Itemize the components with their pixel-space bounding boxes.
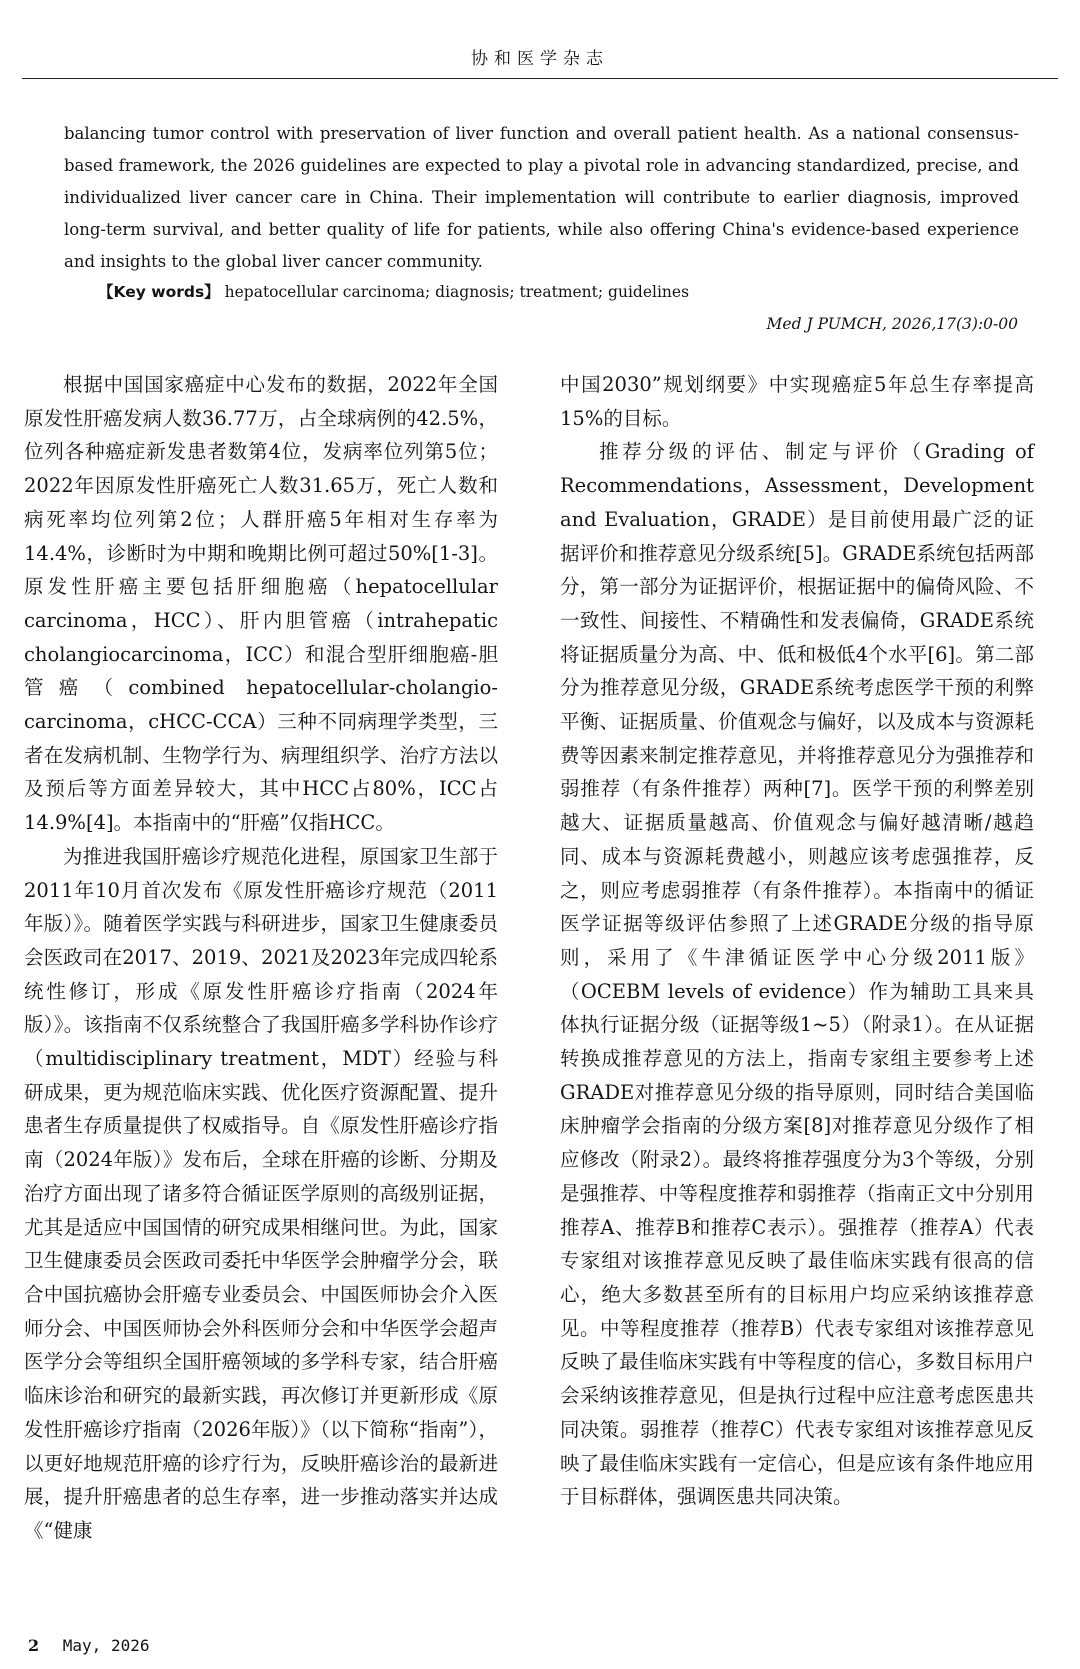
keywords-label: 【Key words】: [98, 283, 220, 301]
journal-header: 协和医学杂志: [471, 49, 609, 69]
body-column-left: [24, 368, 498, 1548]
page-footer: [28, 1636, 149, 1655]
keywords-line: [98, 280, 689, 304]
issue-date: May, 2026: [62, 1636, 150, 1655]
body-column-right: [560, 368, 1034, 1514]
body-paragraph: 为推进我国肝癌诊疗规范化进程，原国家卫生部于2011年10月首次发布《原发性肝癌诊疗规范（2011年版）》。随着医学实践与科研进步，国家卫生健康委员会医政司在2017、2019、2021及2023年完成四轮系统性修订，形成《原发性肝癌诊疗指南（2024年版）》。该指南不仅系统整合了我国肝癌多学科协作诊疗（multidisciplinary treatment，MDT）经验与科研成果，更为规范临床实践、优化医疗资源配置、提升患者生存质量提供了权威指导。自《原发性肝癌诊疗指南（2024年版）》发布后，全球在肝癌的诊断、分期及治疗方面出现了诸多符合循证医学原则的高级别证据，尤其是适应中国国情的研究成果相继问世。为此，国家卫生健康委员会医政司委托中华医学会肿瘤学分会，联合中国抗癌协会肝癌专业委员会、中国医师协会介入医师分会、中国医师协会外科医师分会和中华医学会超声医学分会等组织全国肝癌领域的多学科专家，结合肝癌临床诊治和研究的最新实践，再次修订并更新形成《原发性肝癌诊疗指南（2026年版）》（以下简称“指南”），以更好地规范肝癌的诊疗行为，反映肝癌诊治的最新进展，提升肝癌患者的总生存率，进一步推动落实并达成《“健康: [24, 844, 498, 1542]
body-paragraph: 推荐分级的评估、制定与评价（Grading of Recommendations，Assessment，Development and Evaluation，GRADE）是目前使用最广泛的证据评价和推荐意见分级系统[5]。GRADE系统包括两部分，第一部分为证据评价，根据证据中的偏倚风险、不一致性、间接性、不精确性和发表偏倚，GRADE系统将证据质量分为高、中、低和极低4个水平[6]。第二部分为推荐意见分级，GRADE系统考虑医学干预的利弊平衡、证据质量、价值观念与偏好，以及成本与资源耗费等因素来制定推荐意见，并将推荐意见分为强推荐和弱推荐（有条件推荐）两种[7]。医学干预的利弊差别越大、证据质量越高、价值观念与偏好越清晰/越趋同、成本与资源耗费越小，则越应该考虑强推荐，反之，则应考虑弱推荐（有条件推荐）。本指南中的循证医学证据等级评估参照了上述GRADE分级的指导原则，采用了《牛津循证医学中心分级2011版》（OCEBM levels of evidence）作为辅助工具来具体执行证据分级（证据等级1~5）（附录1）。在从证据转换成推荐意见的方法上，指南专家组主要参考上述GRADE对推荐意见分级的指导原则，同时结合美国临床肿瘤学会指南的分级方案[8]对推荐意见分级作了相应修改（附录2）。最终将推荐强度分为3个等级，分别是强推荐、中等程度推荐和弱推荐（指南正文中分别用推荐A、推荐B和推荐C表示）。强推荐（推荐A）代表专家组对该推荐意见反映了最佳临床实践有很高的信心，绝大多数甚至所有的目标用户均应采纳该推荐意见。中等程度推荐（推荐B）代表专家组对该推荐意见反映了最佳临床实践有中等程度的信心，多数目标用户会采纳该推荐意见，但是执行过程中应注意考虑医患共同决策。弱推荐（推荐C）代表专家组对该推荐意见反映了最佳临床实践有一定信心，但是应该有条件地应用于目标群体，强调医患共同决策。: [560, 440, 1034, 1509]
abstract-text: balancing tumor control with preservation of liver function and overall patient health. As a national consensus-based framework, the 2026 guidelines are expected to play a pivotal role in advancing standardized, precise, and individualized liver cancer care in China. Their implementation will contribute to earlier diagnosis, improved long-term survival, and better quality of life for patients, while also offering China's evidence-based experience and insights to the global liver cancer community.: [64, 124, 1019, 271]
body-paragraph-continuation: 中国2030”规划纲要》中实现癌症5年总生存率提高15%的目标。: [560, 373, 1034, 430]
page-number: 2: [28, 1636, 40, 1655]
keywords-value: hepatocellular carcinoma; diagnosis; treatment; guidelines: [224, 283, 690, 301]
body-paragraph: 根据中国国家癌症中心发布的数据，2022年全国原发性肝癌发病人数36.77万，占全球病例的42.5%，位列各种癌症新发患者数第4位，发病率位列第5位；2022年因原发性肝癌死亡人数31.65万，死亡人数和病死率均位列第2位；人群肝癌5年相对生存率为14.4%，诊断时为中期和晚期比例可超过50%[1-3]。原发性肝癌主要包括肝细胞癌（hepatocellular carcinoma，HCC）、肝内胆管癌（intrahepatic cholangiocarcinoma，ICC）和混合型肝细胞癌-胆管癌（combined hepatocellular-cholangio-carcinoma，cHCC-CCA）三种不同病理学类型，三者在发病机制、生物学行为、病理组织学、治疗方法以及预后等方面差异较大，其中HCC占80%，ICC占14.9%[4]。本指南中的“肝癌”仅指HCC。: [24, 373, 498, 835]
citation: Med J PUMCH, 2026,17(3):0-00: [766, 315, 1018, 333]
header-rule: [22, 78, 1058, 79]
